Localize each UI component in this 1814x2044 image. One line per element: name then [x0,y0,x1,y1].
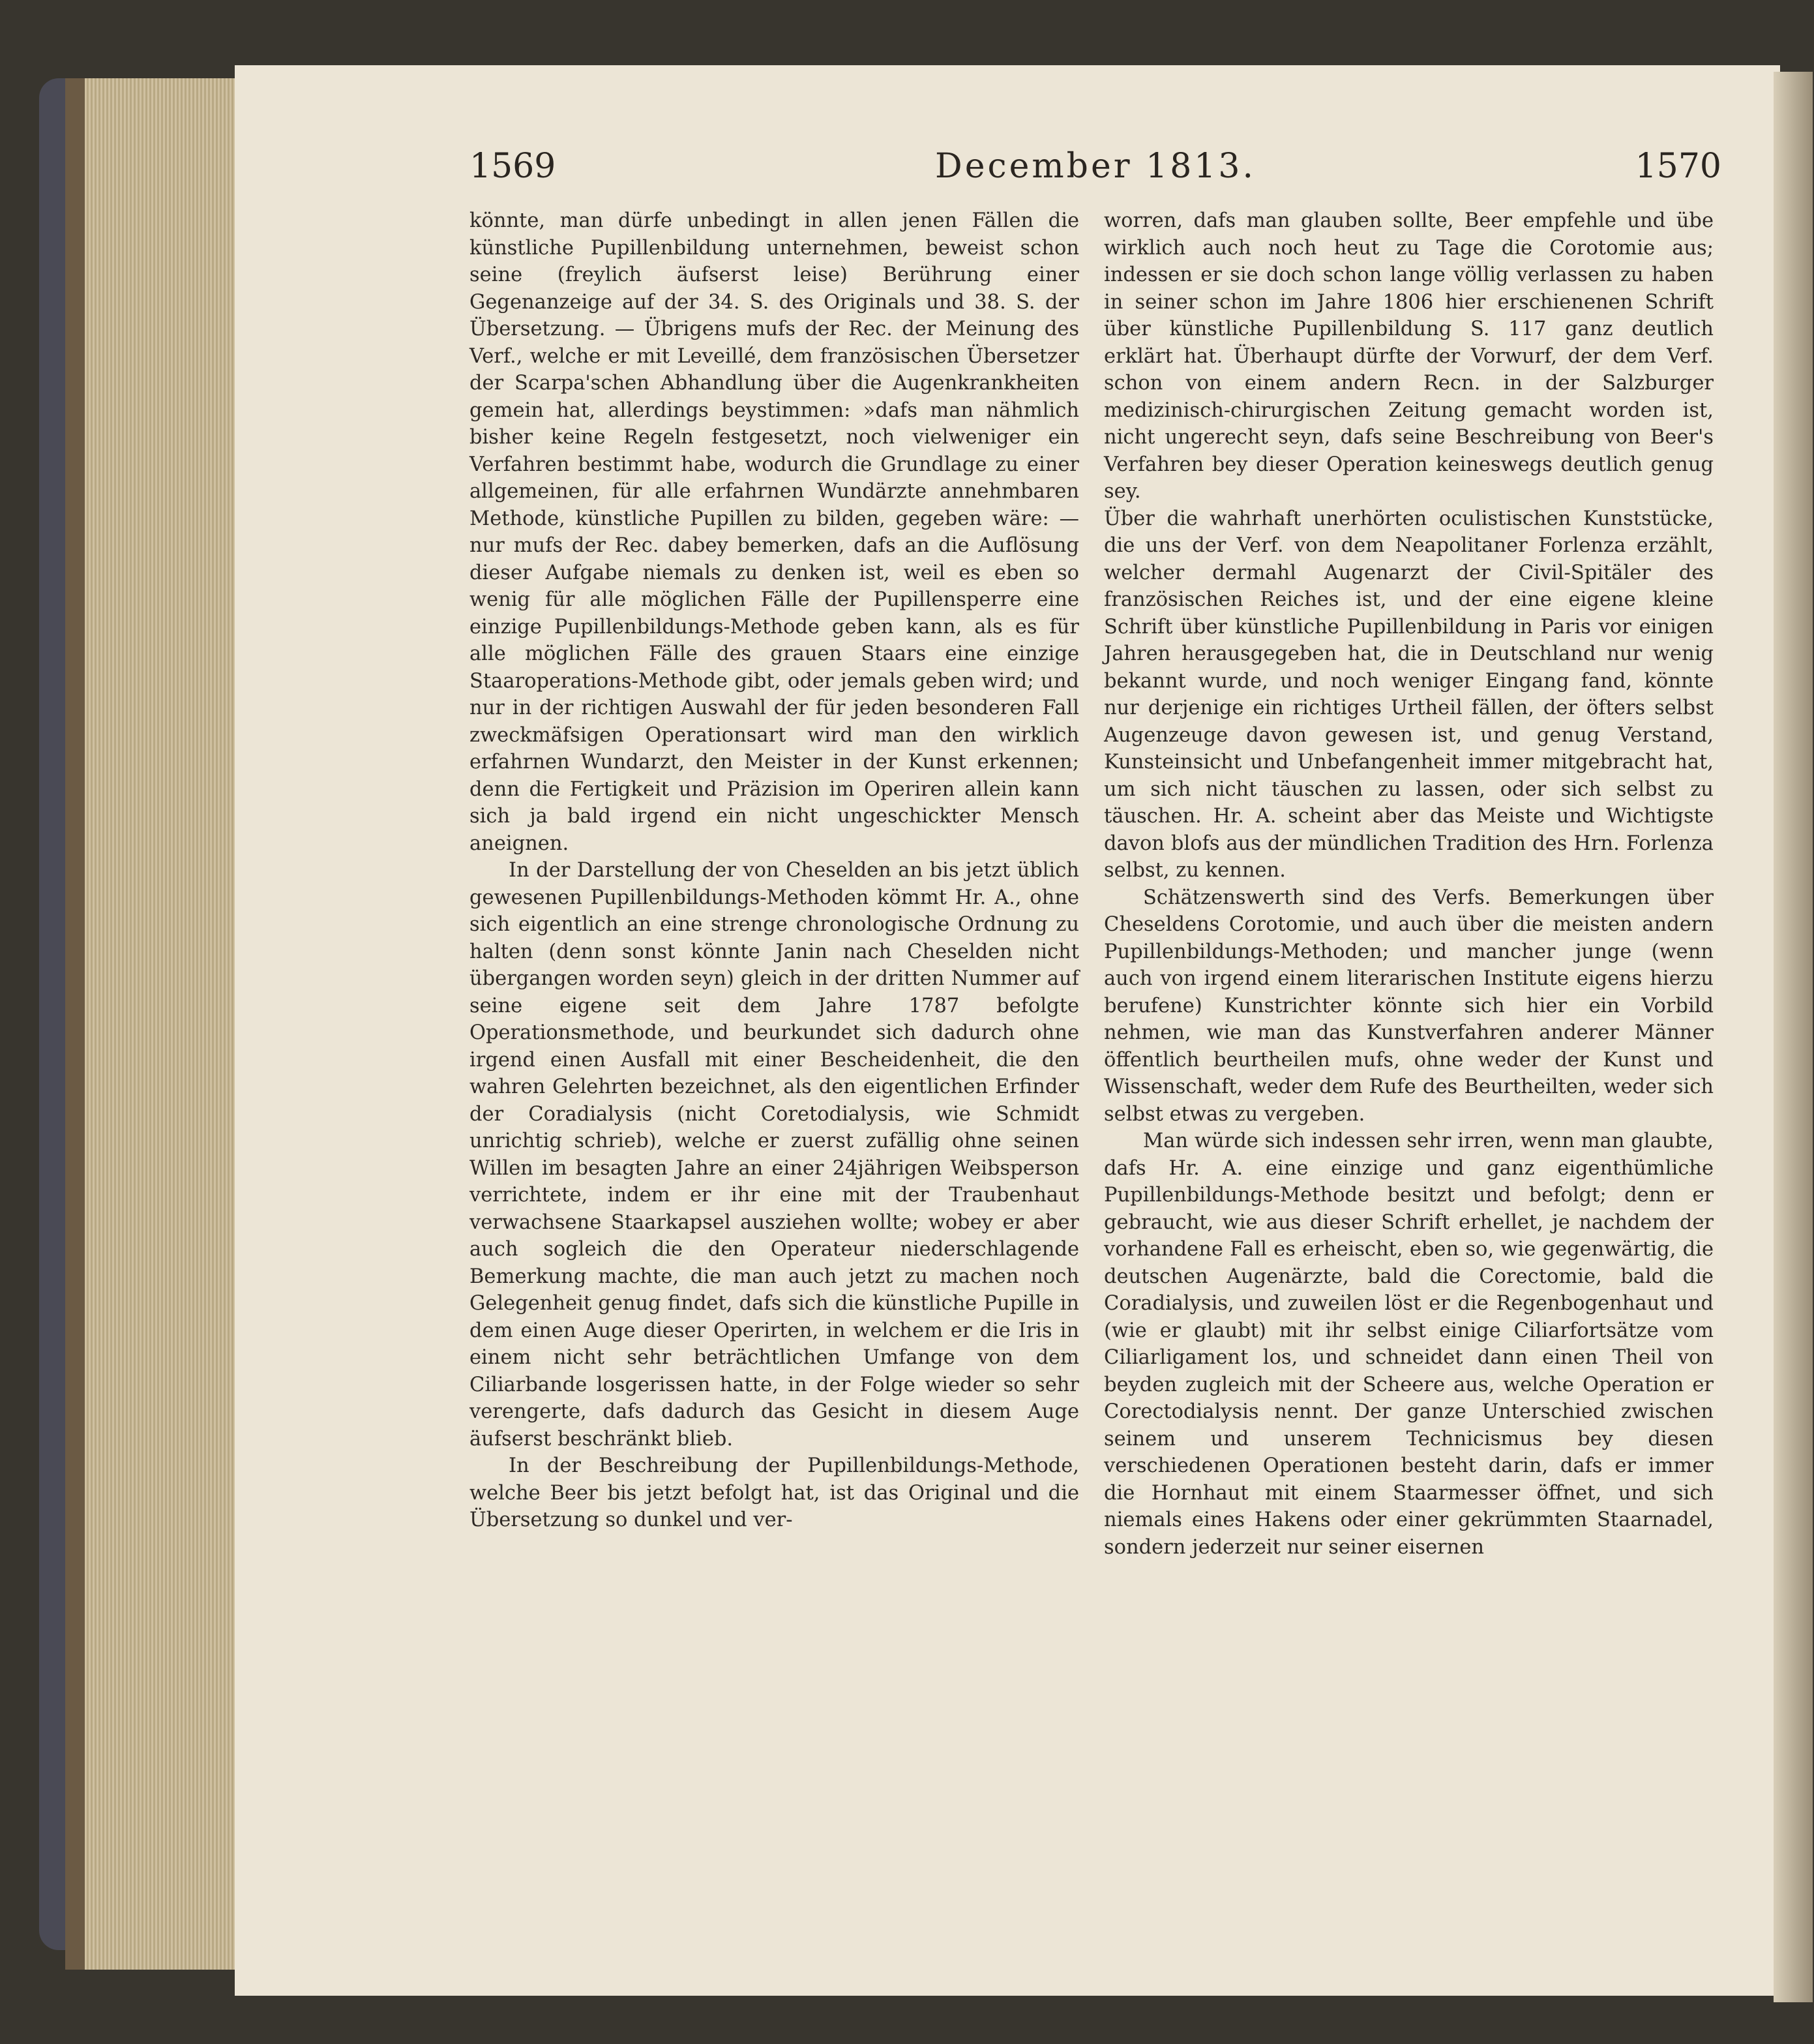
running-title: December 1813. [935,147,1256,186]
page-number-left: 1569 [469,147,556,186]
page-header [469,147,1721,192]
left-text-column [469,207,1079,1534]
paragraph: In der Darstellung der von Cheselden an bis jetzt üblich gewesenen Pupillenbildungs-Methoden kömmt Hr. A., ohne sich eigentlich an eine strenge chronologische Ordnung zu halten (denn sonst könnte Janin nach Cheselden nicht übergangen worden seyn) gleich in der dritten Nummer auf seine eigene seit dem Jahre 1787 befolgte Operationsmethode, und beurkundet sich dadurch ohne irgend einen Ausfall mit einer Bescheidenheit, die den wahren Gelehrten bezeichnet, als den eigentlichen Erfinder der Coradialysis (nicht Coretodialysis, wie Schmidt unrichtig schrieb), welche er zuerst zufällig ohne seinen Willen im besagten Jahre an einer 24jährigen Weibsperson verrichtete, indem er ihr eine mit der Traubenhaut verwachsene Staarkapsel ausziehen wollte; wobey er aber auch sogleich die den Operateur niederschlagende Bemerkung machte, die man auch jetzt zu machen noch Gelegenheit genug findet, dafs sich die künstliche Pupille in dem einen Auge dieser Operirten, in welchem er die Iris in einem nicht sehr beträchtlichen Umfange von dem Ciliarbande losgerissen hatte, in der Folge wieder so sehr verengerte, dafs dadurch das Gesicht in diesem Auge äufserst beschränkt blieb. [469,859,1079,1450]
page-number-right: 1570 [1635,147,1721,186]
paragraph: In der Beschreibung der Pupillenbildungs-Methode, welche Beer bis jetzt befolgt hat, ist das Original und die Übersetzung so dunkel und ver- [469,1454,1079,1531]
paragraph: könnte, man dürfe unbedingt in allen jenen Fällen die künstliche Pupillenbildung unternehmen, beweist schon seine (freylich äufserst leise) Berührung einer Gegenanzeige auf der 34. S. des Originals und 38. S. der Übersetzung. — Übrigens mufs der Rec. der Meinung des Verf., welche er mit Leveillé, dem französischen Übersetzer der Scarpa'schen Abhandlung über die Augenkrankheiten gemein hat, allerdings beystimmen: »dafs man nähmlich bisher keine Regeln festgesetzt, noch vielweniger ein Verfahren bestimmt habe, wodurch die Grundlage zu einer allgemeinen, für alle erfahrnen Wundärzte annehmbaren Methode, künstliche Pupillen zu bilden, gegeben wäre: — nur mufs der Rec. dabey bemerken, dafs an die Auflösung dieser Aufgabe niemals zu denken ist, weil es eben so wenig für alle möglichen Fälle der Pupillensperre eine einzige Pupillenbildungs-Methode geben kann, als es für alle möglichen Fälle des grauen Staars eine einzige Staaroperations-Methode gibt, oder jemals geben wird; und nur in der richtigen Auswahl der für jeden besonderen Fall zweckmäfsigen Operationsart wird man den wirklich erfahrnen Wundarzt, den Meister in der Kunst erkennen; denn die Fertigkeit und Präzision im Operiren allein kann sich ja bald irgend ein nicht ungeschickter Mensch aneignen. [469,209,1079,855]
paragraph: Man würde sich indessen sehr irren, wenn man glaubte, dafs Hr. A. eine einzige und ganz eigenthümliche Pupillenbildungs-Methode besitzt und befolgt; denn er gebraucht, wie aus dieser Schrift erhellet, je nachdem der vorhandene Fall es erheischt, eben so, wie gegenwärtig, die deutschen Augenärzte, bald die Corectomie, bald die Coradialysis, und zuweilen löst er die Regenbogenhaut und (wie er glaubt) mit ihr selbst einige Ciliarfortsätze vom Ciliarligament los, und schneidet dann einen Theil von beyden zugleich mit der Scheere aus, welche Operation er Corectodialysis nennt. Der ganze Unterschied zwischen seinem und unserem Technicismus bey diesen verschiedenen Operationen besteht darin, dafs er immer die Hornhaut mit einem Staarmesser öffnet, und sich niemals eines Hakens oder einer gekrümmten Staarnadel, sondern jederzeit nur seiner eisernen [1104,1130,1714,1559]
paragraph: Über die wahrhaft unerhörten oculistischen Kunststücke, die uns der Verf. von dem Neapolitaner Forlenza erzählt, welcher dermahl Augenarzt der Civil-Spitäler des französischen Reiches ist, und der eine eigene kleine Schrift über künstliche Pupillenbildung in Paris vor einigen Jahren herausgegeben hat, die in Deutschland nur wenig bekannt wurde, und noch weniger Eingang fand, könnte nur derjenige ein richtiges Urtheil fällen, der öfters selbst Augenzeuge davon gewesen ist, und genug Verstand, Kunsteinsicht und Unbefangenheit immer mitgebracht hat, um sich nicht täuschen zu lassen, oder sich selbst zu täuschen. Hr. A. scheint aber das Meiste und Wichtigste davon blofs aus der mündlichen Tradition des Hrn. Forlenza selbst, zu kennen. [1104,507,1714,882]
paragraph: Schätzenswerth sind des Verfs. Bemerkungen über Cheseldens Corotomie, und auch über die meisten andern Pupillenbildungs-Methoden; und mancher junge (wenn auch von irgend einem literarischen Institute eigens hierzu berufene) Kunstrichter könnte sich hier ein Vorbild nehmen, wie man das Kunstverfahren anderer Männer öffentlich beurtheilen mufs, ohne weder der Kunst und Wissenschaft, weder dem Rufe des Beurtheilten, weder sich selbst etwas zu vergeben. [1104,886,1714,1126]
spine-shadow [65,78,85,1970]
page-edges [65,78,241,1970]
right-page-edge [1774,72,1813,2002]
paragraph: worren, dafs man glauben sollte, Beer empfehle und übe wirklich auch noch heut zu Tage die Corotomie aus; indessen er sie doch schon lange völlig verlassen zu haben in seiner schon im Jahre 1806 hier erschienenen Schrift über künstliche Pupillenbildung S. 117 ganz deutlich erklärt hat. Überhaupt dürfte der Vorwurf, der dem Verf. schon von einem andern Recn. in der Salzburger medizinisch-chirurgischen Zeitung gemacht worden ist, nicht ungerecht seyn, dafs seine Beschreibung von Beer's Verfahren bey dieser Operation keineswegs deutlich genug sey. [1104,209,1714,503]
right-text-column [1104,207,1714,1561]
